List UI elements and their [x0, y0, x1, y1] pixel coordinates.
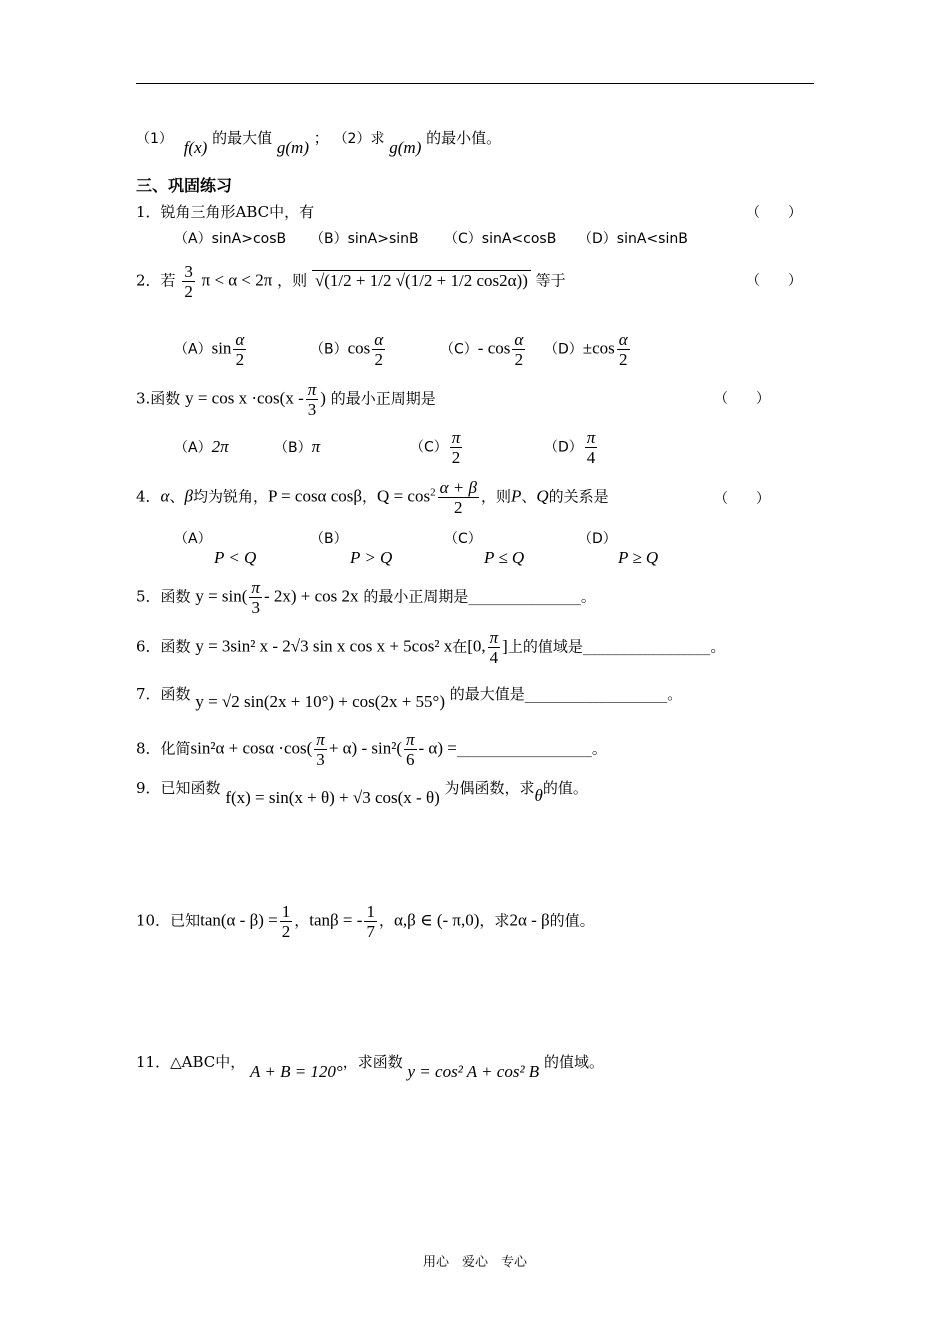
- subpart-2-gm: g(m): [389, 138, 422, 157]
- q3-suffix: 的最小正周期是: [330, 389, 436, 408]
- q8-expression-b: + α) - sin²(: [328, 738, 402, 758]
- q7-suffix: 的最大值是: [449, 685, 525, 703]
- q3-option-a-value: 2π: [211, 437, 229, 456]
- q2-option-d-frac: [617, 330, 630, 369]
- q3-option-d: [544, 428, 599, 467]
- q6-answer-blank[interactable]: _________________: [582, 637, 711, 656]
- q3-option-c-label: （C）: [410, 439, 448, 456]
- q2-option-b-den: 2: [374, 350, 383, 369]
- subpart-1-text: 的最大值: [212, 129, 273, 147]
- subparts-line: [136, 128, 502, 157]
- question-3-prefix: 3.函数: [136, 389, 181, 408]
- q6-interval-a: [0,: [467, 636, 486, 656]
- q10-expression-d: 2α - β: [509, 910, 550, 930]
- question-3: [136, 380, 436, 419]
- q4-option-a: [174, 528, 256, 568]
- q2-option-d-fn: ±cos: [582, 338, 615, 358]
- q2-option-c-label: （C）: [440, 341, 478, 358]
- q4-q: Q: [536, 486, 549, 506]
- q10-frac-2-den: 7: [366, 922, 375, 941]
- q2-option-d-label: （D）: [544, 341, 583, 358]
- question-3-answer-paren: （ ）: [714, 391, 770, 407]
- q3-frac-num: π: [307, 380, 317, 399]
- q3-option-b: [274, 437, 320, 457]
- q6-suffix: 上的值域是: [507, 637, 583, 656]
- question-9: [136, 778, 588, 807]
- q10-expression-b: tanβ = -: [309, 910, 363, 930]
- q6-fraction: [488, 628, 501, 667]
- q3-option-c-frac: [450, 428, 463, 467]
- question-6: [136, 628, 725, 667]
- q6-frac-den: 4: [489, 648, 499, 667]
- q11-expression-a: A + B = 120°: [250, 1062, 343, 1081]
- q4-option-b-label: （B）: [310, 531, 348, 547]
- q3-option-a: [174, 437, 229, 457]
- q2-option-c-den: 2: [514, 350, 524, 369]
- q4-superscript: 2: [430, 486, 436, 499]
- q2-condition: π < α < 2π: [201, 270, 273, 290]
- q4-option-a-label: （A）: [174, 531, 212, 547]
- q5-frac-num: π: [251, 578, 260, 597]
- page-footer: 用心 爱心 专心: [422, 1255, 527, 1270]
- q10-comma-1: ，: [294, 911, 310, 930]
- q2-option-d: [544, 330, 632, 369]
- q4-separator-2: 、: [521, 487, 537, 506]
- q2-frac-den: 2: [184, 282, 193, 301]
- q4-option-c: [444, 528, 524, 568]
- subpart-2-text: 的最小值。: [426, 129, 502, 147]
- q2-radical-expression: √(1/2 + 1/2 √(1/2 + 1/2 cos2α)): [312, 270, 531, 290]
- question-7-prefix: 7．函数: [136, 685, 191, 703]
- q2-option-c-fn: - cos: [477, 338, 511, 358]
- subpart-1-separator: ；: [313, 129, 329, 147]
- q11-mid: ，求函数: [342, 1053, 403, 1071]
- q7-expression: y = √2 sin(2x + 10°) + cos(2x + 55°): [195, 692, 445, 711]
- q4-option-c-value: P ≤ Q: [484, 548, 525, 567]
- q8-frac-2-num: π: [405, 730, 415, 749]
- q3-option-d-frac: [585, 428, 598, 467]
- q8-frac-1-num: π: [316, 730, 325, 749]
- q2-fraction: [182, 262, 195, 301]
- q10-expression-c: α,β ∈ (- π,0): [393, 910, 480, 930]
- q2-option-a: [174, 330, 248, 369]
- q4-comma: ，: [362, 487, 378, 506]
- q1-option-a: （A）sinA>cosB: [174, 231, 287, 247]
- q4-p-expression: P = cosα cosβ: [267, 486, 363, 506]
- q10-comma-2: ，: [378, 911, 394, 930]
- q4-option-b: [310, 528, 392, 568]
- q5-frac-den: 3: [251, 598, 260, 617]
- q4-option-d-label: （D）: [578, 531, 617, 547]
- subpart-1-label: （1）: [136, 131, 173, 147]
- q2-mid: ，则: [277, 271, 308, 290]
- q2-option-b-fn: cos: [347, 338, 371, 358]
- q10-mid: ，求: [479, 911, 510, 930]
- question-10-prefix: 10．已知: [136, 911, 201, 930]
- q10-frac-1-num: 1: [281, 902, 291, 921]
- q3-option-c: [410, 428, 464, 467]
- question-11-prefix: 11．△ABC中，: [136, 1053, 246, 1071]
- q4-beta: β: [184, 486, 193, 506]
- q3-frac-den: 3: [307, 400, 317, 419]
- q5-suffix: 的最小正周期是: [363, 587, 469, 606]
- q5-fraction: [249, 578, 262, 617]
- subpart-1-gm: g(m): [276, 138, 309, 157]
- q6-interval-b: ]: [502, 636, 508, 656]
- subpart-2-label: （2）求: [333, 131, 385, 147]
- q4-option-c-label: （C）: [444, 531, 482, 547]
- q6-mid: 在: [452, 637, 468, 656]
- q8-expression-c: - α) =: [418, 738, 457, 758]
- q1-option-b: （B）sinA>sinB: [310, 231, 419, 247]
- q9-expression: f(x) = sin(x + θ) + √3 cos(x - θ): [225, 788, 440, 807]
- q10-suffix: 的值。: [549, 911, 595, 930]
- q9-theta: θ: [534, 786, 543, 805]
- q5-end: 。: [580, 587, 596, 606]
- q2-option-d-den: 2: [619, 350, 628, 369]
- q11-expression-b: y = cos² A + cos² B: [407, 1062, 540, 1081]
- question-5-prefix: 5．函数: [136, 587, 191, 606]
- q2-option-c-frac: [512, 330, 525, 369]
- q9-suffix: 的值。: [542, 779, 588, 797]
- header-rule: [136, 83, 814, 84]
- q2-option-b-frac: [372, 330, 385, 369]
- q4-text-1: 均为锐角，: [192, 487, 268, 506]
- q7-answer-blank[interactable]: ___________________: [524, 685, 668, 703]
- q3-fraction: [306, 380, 319, 419]
- q4-option-d: [578, 528, 658, 568]
- q2-option-a-den: 2: [235, 350, 245, 369]
- subpart-1-fx: f(x): [183, 138, 208, 157]
- q3-option-d-num: π: [586, 428, 596, 447]
- q3-option-b-label: （B）: [274, 440, 312, 456]
- question-11: [136, 1052, 604, 1081]
- question-2-prefix: 2．若: [136, 271, 176, 290]
- q11-suffix: 的值域。: [543, 1053, 604, 1071]
- question-4-answer-paren: （ ）: [714, 491, 770, 507]
- q4-alpha: α: [160, 486, 170, 506]
- q2-option-c: [440, 330, 527, 369]
- q10-expression-a: tan(α - β) =: [200, 910, 278, 930]
- q2-frac-num: 3: [184, 262, 193, 281]
- q8-frac-1-den: 3: [316, 750, 325, 769]
- q4-p: P: [510, 486, 522, 506]
- question-4: [136, 478, 609, 517]
- q2-option-c-num: α: [514, 330, 524, 349]
- q2-suffix: 等于: [535, 271, 566, 290]
- q10-fraction-1: [280, 902, 293, 941]
- question-2: [136, 262, 566, 301]
- q4-option-b-value: P > Q: [350, 548, 393, 567]
- q6-end: 。: [710, 637, 726, 656]
- q4-separator: 、: [169, 487, 185, 506]
- q2-option-b-label: （B）: [310, 341, 348, 358]
- q10-frac-2-num: 1: [366, 902, 375, 921]
- question-9-prefix: 9．已知函数: [136, 779, 221, 797]
- q10-fraction-2: [364, 902, 377, 941]
- q2-option-b-num: α: [374, 330, 384, 349]
- question-6-prefix: 6．函数: [136, 637, 191, 656]
- q7-end: 。: [667, 685, 683, 703]
- section-title: 三、巩固练习: [136, 176, 233, 195]
- q2-option-b: [310, 330, 387, 369]
- q9-mid: 为偶函数，求: [444, 779, 535, 797]
- q5-answer-blank[interactable]: _______________: [468, 587, 581, 606]
- question-1: [136, 202, 314, 222]
- q2-option-a-fn: sin: [211, 338, 232, 358]
- question-2-answer-paren: （ ）: [746, 273, 802, 289]
- q3-option-d-label: （D）: [544, 439, 583, 456]
- q5-expression-b: - 2x) + cos 2x: [263, 586, 359, 606]
- q2-option-a-label: （A）: [174, 341, 212, 358]
- q3-expression-a: y = cos x ·cos(x -: [185, 388, 304, 408]
- question-5: [136, 578, 596, 617]
- q4-text-3: 的关系是: [548, 487, 609, 506]
- question-1-text: 1．锐角三角形ABC中，有: [136, 203, 315, 221]
- q10-frac-1-den: 2: [281, 922, 291, 941]
- q4-text-2: ，则: [480, 487, 511, 506]
- question-1-answer-paren: （ ）: [746, 205, 802, 221]
- q8-fraction-2: [404, 730, 417, 769]
- q2-option-a-num: α: [235, 330, 245, 349]
- q3-option-c-num: π: [451, 428, 461, 447]
- question-4-prefix: 4．: [136, 487, 161, 506]
- q3-option-d-den: 4: [586, 448, 596, 467]
- q8-fraction-1: [314, 730, 327, 769]
- question-7: [136, 684, 683, 711]
- q4-frac-num: α + β: [439, 478, 477, 497]
- q4-option-d-value: P ≥ Q: [618, 548, 659, 567]
- q3-expression-b: ): [320, 388, 326, 408]
- q8-expression-a: sin²α + cosα ·cos(: [190, 738, 313, 758]
- q8-answer-blank[interactable]: __________________: [456, 739, 592, 758]
- question-8: [136, 730, 607, 769]
- q8-end: 。: [591, 739, 607, 758]
- q5-expression-a: y = sin(: [195, 586, 248, 606]
- q2-option-d-num: α: [618, 330, 628, 349]
- question-8-prefix: 8．化简: [136, 739, 191, 758]
- q4-option-a-value: P < Q: [214, 548, 257, 567]
- q3-option-c-den: 2: [451, 448, 461, 467]
- q8-frac-2-den: 6: [406, 750, 415, 769]
- q1-option-d: （D）sinA<sinB: [578, 231, 688, 247]
- question-10: [136, 902, 595, 941]
- q4-fraction: [438, 478, 479, 517]
- q4-q-expression: Q = cos: [377, 486, 431, 506]
- q6-expression: y = 3sin² x - 2√3 sin x cos x + 5cos² x: [195, 636, 453, 656]
- q4-frac-den: 2: [454, 498, 463, 517]
- q2-option-a-frac: [233, 330, 246, 369]
- q3-option-a-label: （A）: [174, 440, 212, 456]
- q1-option-c: （C）sinA<cosB: [444, 231, 557, 247]
- q6-frac-num: π: [489, 628, 499, 647]
- q3-option-b-value: π: [311, 437, 321, 456]
